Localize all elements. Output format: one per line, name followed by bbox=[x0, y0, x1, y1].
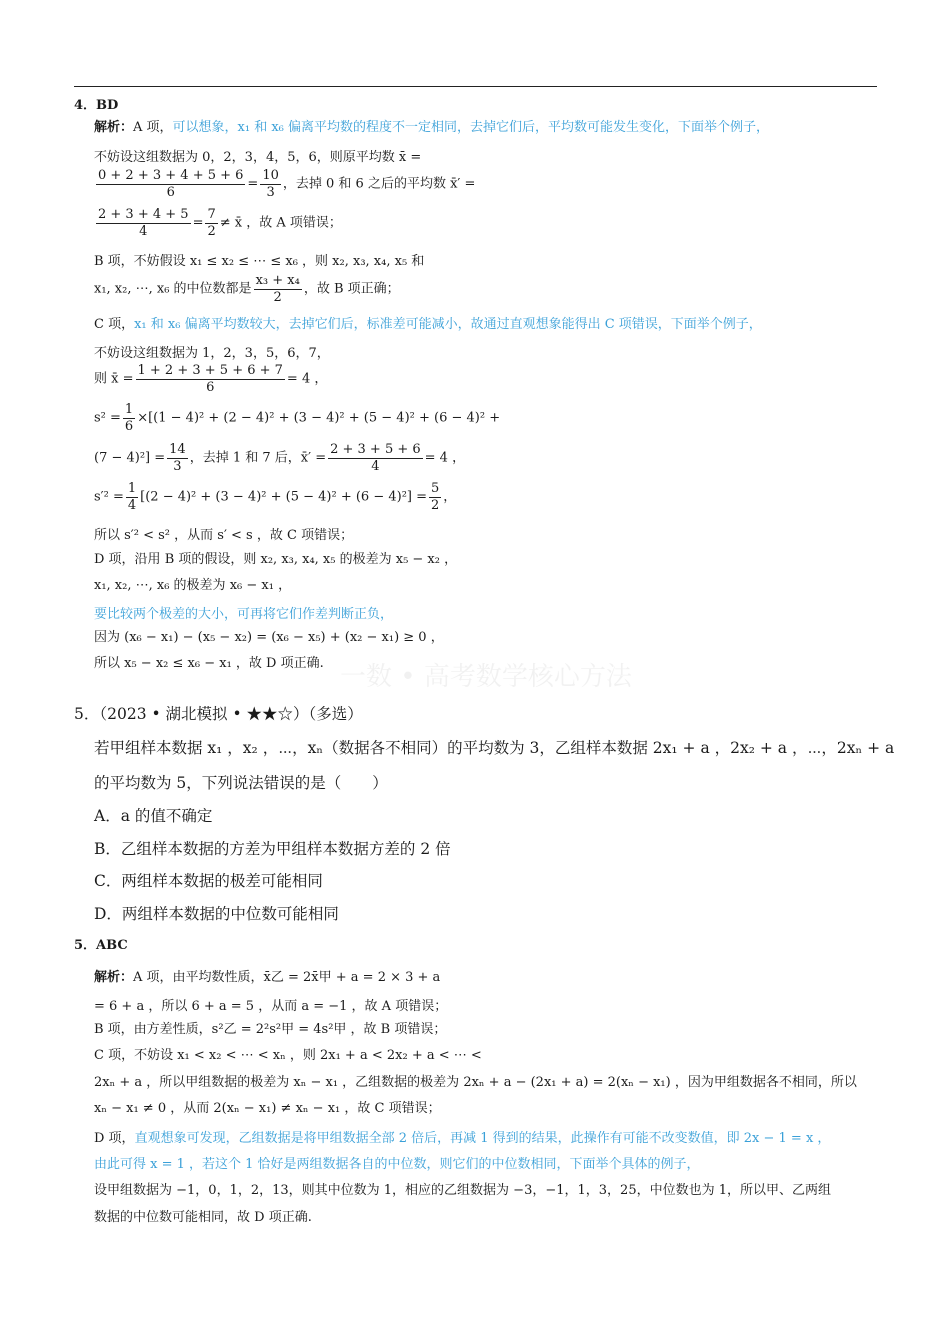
q4-a-hint: 可以想象，x₁ 和 x₆ 偏离平均数的程度不一定相同，去掉它们后，平均数可能发生变化，下面举个例子， bbox=[172, 120, 770, 135]
fraction: $\frac{14}{3}$ bbox=[169, 442, 186, 474]
a5-line-3: B 项，由方差性质，s²乙 = 2²s²甲 = 4s²甲 ，故 B 项错误； bbox=[94, 1022, 447, 1037]
fraction: $\frac{10}{3}$ bbox=[262, 168, 279, 200]
a5-line-4: C 项，不妨设 x₁ < x₂ < ⋯ < xₙ ，则 2x₁ + a < 2x₂ + a < ⋯ < bbox=[94, 1048, 482, 1063]
fraction: $\frac{2 + 3 + 5 + 6}{4}$ bbox=[330, 442, 421, 474]
q4-line-11: (7 − 4)²] = $\frac{14}{3}$ ，去掉 1 和 7 后，x̄′ = $\frac{2 + 3 + 5 + 6}{4}$ = 4 ， bbox=[94, 442, 466, 474]
q4-answer: 4．BD bbox=[74, 98, 119, 113]
q4-line-2: 不妨设这组数据为 0，2，3，4，5，6，则原平均数 x̄ = bbox=[94, 150, 422, 165]
q5-answer: 5．ABC bbox=[74, 938, 128, 953]
q5-stem-line-2: 的平均数为 5，下列说法错误的是（ ） bbox=[94, 774, 388, 792]
fraction: $\frac{1 + 2 + 3 + 5 + 6 + 7}{6}$ bbox=[137, 363, 283, 395]
a5-line-7: D 项，直观想象可发现，乙组数据是将甲组数据全部 2 倍后，再减 1 得到的结果，此操作有可能不改变数值，即 2x − 1 = x ， bbox=[94, 1131, 831, 1146]
a5-line-10: 数据的中位数可能相同，故 D 项正确. bbox=[94, 1210, 312, 1225]
fraction: $\frac{7}{2}$ bbox=[207, 207, 216, 239]
q4-line-13: 所以 s′² < s² ，从而 s′ < s ，故 C 项错误； bbox=[94, 528, 354, 543]
header-rule bbox=[74, 86, 877, 87]
q4-line-14: D 项，沿用 B 项的假设，则 x₂, x₃, x₄, x₅ 的极差为 x₅ − x₂ ， bbox=[94, 552, 458, 567]
q4-line-18: 所以 x₅ − x₂ ≤ x₆ − x₁ ，故 D 项正确. bbox=[94, 656, 324, 671]
q4-line-5: B 项，不妨假设 x₁ ≤ x₂ ≤ ⋯ ≤ x₆ ，则 x₂, x₃, x₄, x₅ 和 bbox=[94, 254, 425, 269]
q5-option-c: C．两组样本数据的极差可能相同 bbox=[94, 872, 323, 890]
q5-option-d: D．两组样本数据的中位数可能相同 bbox=[94, 905, 339, 923]
q4-line-9: 则 x̄ = $\frac{1 + 2 + 3 + 5 + 6 + 7}{6}$ = 4 ， bbox=[94, 363, 328, 395]
fraction: $\frac{1}{4}$ bbox=[127, 481, 137, 513]
fraction: $\frac{\text{x₃ + x₄}}{2}$ bbox=[255, 273, 300, 305]
q4-c-hint: x₁ 和 x₆ 偏离平均数较大，去掉它们后，标准差可能减小，故通过直观想象能得出 C 项错误，下面举个例子， bbox=[134, 317, 762, 332]
a5-d-hint-2: 由此可得 x = 1 ，若这个 1 恰好是两组数据各自的中位数，则它们的中位数相同，下面举个具体的例子， bbox=[94, 1157, 700, 1172]
fraction: $\frac{2 + 3 + 4 + 5}{4}$ bbox=[98, 207, 189, 239]
q4-line-6: x₁, x₂, ⋯, x₆ 的中位数都是 $\frac{\text{x₃ + x₄}}{2}$ ，故 B 项正确； bbox=[94, 273, 400, 305]
a5-line-9: 设甲组数据为 −1，0，1，2，13，则其中位数为 1，相应的乙组数据为 −3，−1，1，3，25，中位数也为 1，所以甲、乙两组 bbox=[94, 1183, 832, 1198]
q5-header: 5．（2023 • 湖北模拟 • ★★☆）（多选） bbox=[74, 705, 363, 723]
fraction: $\frac{5}{2}$ bbox=[431, 481, 440, 513]
a5-line-5: 2xₙ + a ，所以甲组数据的极差为 xₙ − x₁ ，乙组数据的极差为 2xₙ + a − (2x₁ + a) = 2(xₙ − x₁) ，因为甲组数据各不相同，所以 bbox=[94, 1075, 857, 1090]
q4-line-12: s′² = $\frac{1}{4}$ [(2 − 4)² + (3 − 4)² + (5 − 4)² + (6 − 4)²] = $\frac{5}{2}$ ， bbox=[94, 481, 457, 513]
a5-line-2: = 6 + a ，所以 6 + a = 5 ，从而 a = −1 ，故 A 项错误； bbox=[94, 999, 448, 1014]
a5-line-1: 解析：A 项，由平均数性质，x̄乙 = 2x̄甲 + a = 2 × 3 + a bbox=[94, 970, 441, 985]
q4-line-17: 因为 (x₆ − x₁) − (x₅ − x₂) = (x₆ − x₅) + (x₂ − x₁) ≥ 0 ， bbox=[94, 630, 444, 645]
solution-label: 解析： bbox=[94, 970, 134, 985]
q4-line-10: s² = $\frac{1}{6}$ ×[(1 − 4)² + (2 − 4)² + (3 − 4)² + (5 − 4)² + (6 − 4)² + bbox=[94, 402, 501, 434]
q4-line-8: 不妨设这组数据为 1，2，3，5，6，7， bbox=[94, 346, 330, 361]
q5-stem-line-1: 若甲组样本数据 x₁ ，x₂ ，⋯，xₙ（数据各不相同）的平均数为 3，乙组样本数据 2x₁ + a ，2x₂ + a ，⋯，2xₙ + a bbox=[94, 739, 895, 757]
q5-option-b: B．乙组样本数据的方差为甲组样本数据方差的 2 倍 bbox=[94, 840, 451, 858]
q4-line-4: $\frac{2 + 3 + 4 + 5}{4}$ = $\frac{7}{2}$ ≠ x̄ ，故 A 项错误； bbox=[98, 207, 342, 239]
q4-line-3: $\frac{0 + 2 + 3 + 4 + 5 + 6}{6}$ = $\frac{10}{3}$ ，去掉 0 和 6 之后的平均数 x̄′ = bbox=[98, 168, 476, 200]
q4-line-7: C 项，x₁ 和 x₆ 偏离平均数较大，去掉它们后，标准差可能减小，故通过直观想象能得出 C 项错误，下面举个例子， bbox=[94, 317, 762, 332]
fraction: $\frac{1}{6}$ bbox=[124, 402, 134, 434]
q4-a-prefix: A 项， bbox=[133, 120, 173, 135]
solution-label: 解析： bbox=[94, 120, 134, 135]
a5-d-hint: 直观想象可发现，乙组数据是将甲组数据全部 2 倍后，再减 1 得到的结果，此操作有可能不改变数值，即 2x − 1 = x ， bbox=[134, 1131, 831, 1146]
q4-d-hint: 要比较两个极差的大小，可再将它们作差判断正负， bbox=[94, 607, 394, 622]
watermark: 一数 • 高考数学核心方法 bbox=[340, 662, 632, 692]
q4-line-15: x₁, x₂, ⋯, x₆ 的极差为 x₆ − x₁ ， bbox=[94, 578, 292, 593]
q5-option-a: A．a 的值不确定 bbox=[94, 807, 213, 825]
fraction: $\frac{0 + 2 + 3 + 4 + 5 + 6}{6}$ bbox=[98, 168, 244, 200]
q4-line-1 bbox=[94, 119, 769, 137]
a5-line-6: xₙ − x₁ ≠ 0 ，从而 2(xₙ − x₁) ≠ xₙ − x₁ ，故 C 项错误； bbox=[94, 1101, 441, 1116]
